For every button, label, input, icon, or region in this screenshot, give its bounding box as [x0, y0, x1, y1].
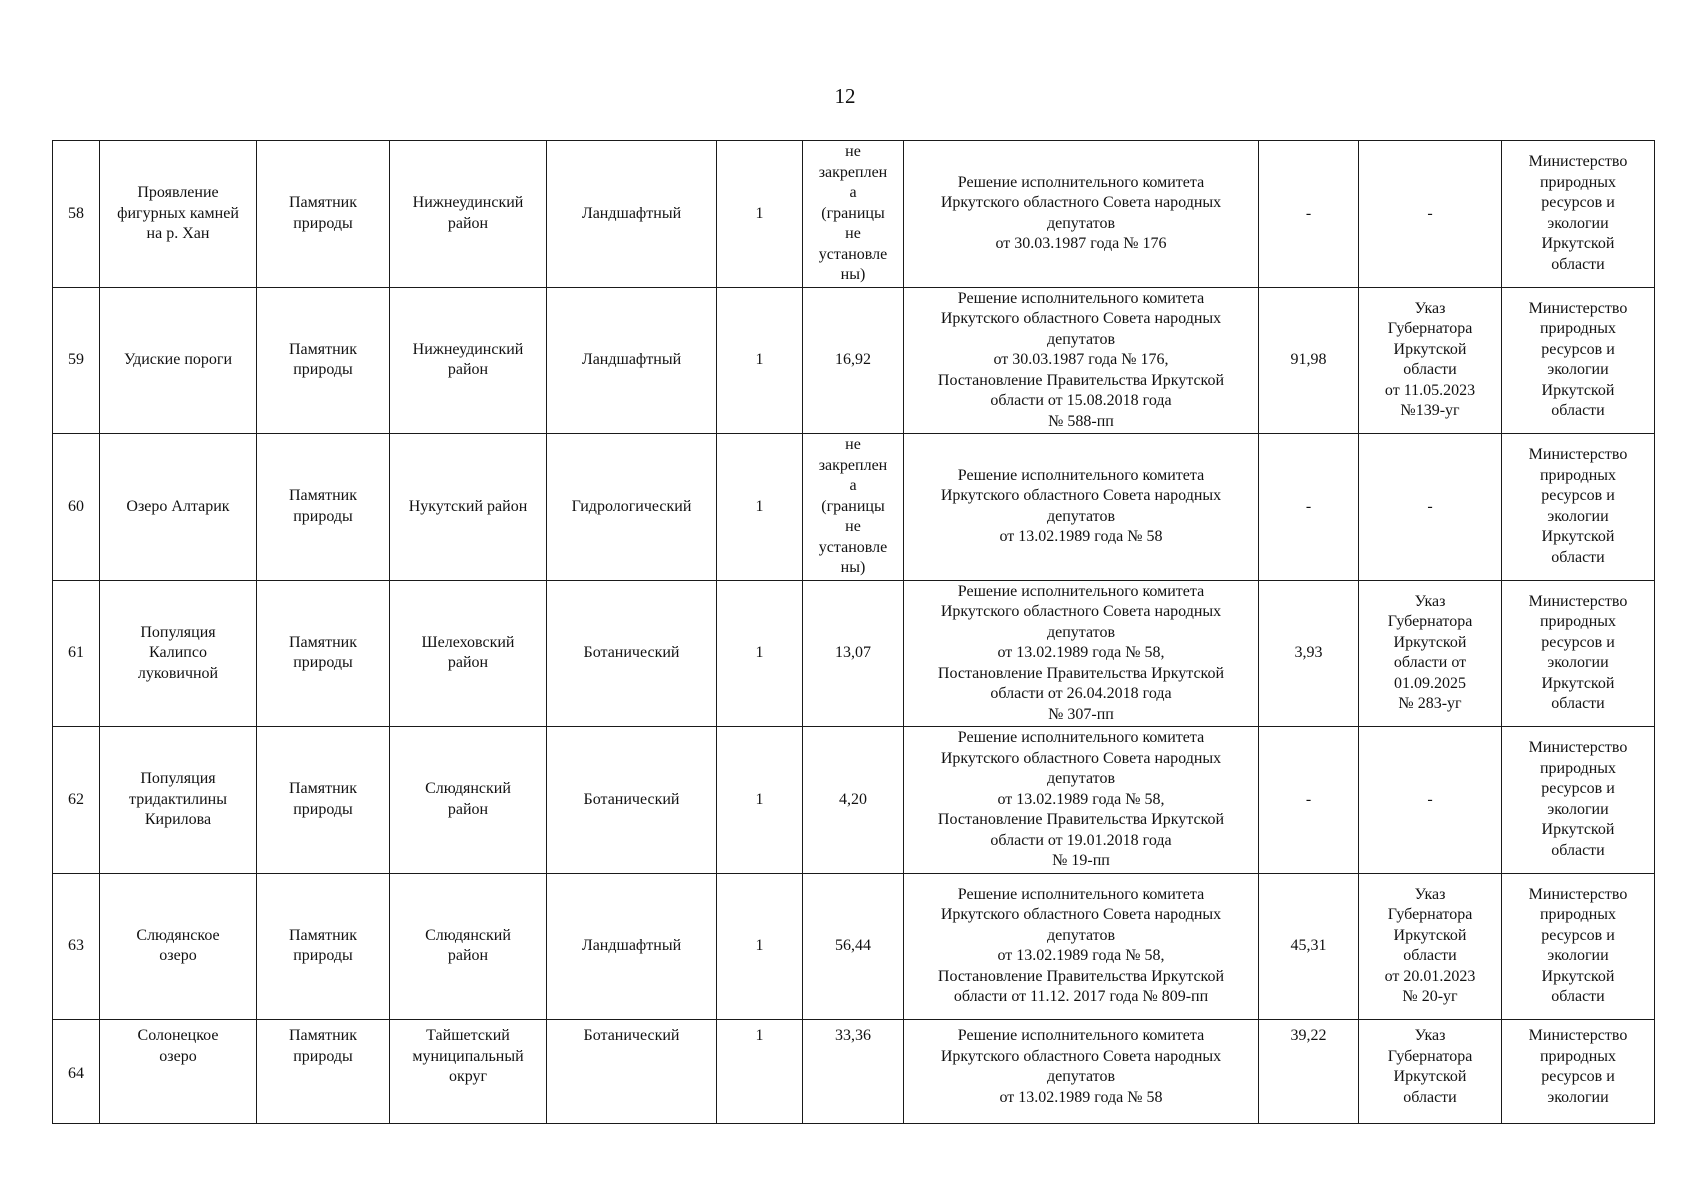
profile-cell: Ландшафтный [547, 141, 717, 288]
name-cell: Популяция Калипсо луковичной [100, 580, 257, 727]
protection-zone-act-cell: - [1359, 727, 1502, 874]
profile-cell: Ландшафтный [547, 873, 717, 1020]
manager-cell: Министерство природных ресурсов и экологии Иркутской области [1502, 434, 1655, 581]
category-cell: Памятник природы [257, 1020, 390, 1124]
protection-zone-act-cell: - [1359, 434, 1502, 581]
area-cell: не закреплен а (границы не установле ны) [803, 141, 904, 288]
name-cell: Проявление фигурных камней на р. Хан [100, 141, 257, 288]
area-cell: 16,92 [803, 287, 904, 434]
row-number-cell: 61 [53, 580, 100, 727]
table-row [53, 287, 1655, 434]
protection-zone-area-cell: - [1259, 434, 1359, 581]
cluster-count-cell: 1 [717, 1020, 803, 1124]
protection-zone-area-cell: - [1259, 141, 1359, 288]
location-cell: Слюдянский район [390, 873, 547, 1020]
cluster-count-cell: 1 [717, 580, 803, 727]
manager-cell: Министерство природных ресурсов и экологии Иркутской области [1502, 141, 1655, 288]
protection-zone-area-cell: 45,31 [1259, 873, 1359, 1020]
location-cell: Слюдянский район [390, 727, 547, 874]
table-body [53, 141, 1655, 1124]
protection-zone-act-cell: Указ Губернатора Иркутской области [1359, 1020, 1502, 1124]
profile-cell: Ландшафтный [547, 287, 717, 434]
category-cell: Памятник природы [257, 287, 390, 434]
protection-zone-area-cell: - [1259, 727, 1359, 874]
row-number-cell: 63 [53, 873, 100, 1020]
row-number-cell: 62 [53, 727, 100, 874]
cluster-count-cell: 1 [717, 141, 803, 288]
cluster-count-cell: 1 [717, 727, 803, 874]
category-cell: Памятник природы [257, 434, 390, 581]
category-cell: Памятник природы [257, 727, 390, 874]
location-cell: Нукутский район [390, 434, 547, 581]
profile-cell: Ботанический [547, 580, 717, 727]
location-cell: Тайшетский муниципальный округ [390, 1020, 547, 1124]
establishing-act-cell: Решение исполнительного комитета Иркутского областного Совета народных депутатов от 30.03.1987 года № 176, Постановление Правительства Иркутской области от 15.08.2018 года № 588-пп [904, 287, 1259, 434]
protection-zone-act-cell: Указ Губернатора Иркутской области от 20.01.2023 № 20-уг [1359, 873, 1502, 1020]
establishing-act-cell: Решение исполнительного комитета Иркутского областного Совета народных депутатов от 13.02.1989 года № 58 [904, 1020, 1259, 1124]
manager-cell: Министерство природных ресурсов и экологии Иркутской области [1502, 873, 1655, 1020]
row-number-cell: 64 [53, 1020, 100, 1124]
location-cell: Нижнеудинский район [390, 141, 547, 288]
protection-zone-act-cell: - [1359, 141, 1502, 288]
name-cell: Озеро Алтарик [100, 434, 257, 581]
table-row [53, 1020, 1655, 1124]
table-row [53, 141, 1655, 288]
protection-zone-area-cell: 91,98 [1259, 287, 1359, 434]
location-cell: Шелеховский район [390, 580, 547, 727]
establishing-act-cell: Решение исполнительного комитета Иркутского областного Совета народных депутатов от 13.02.1989 года № 58, Постановление Правительства Иркутской области от 11.12. 2017 года № 809-пп [904, 873, 1259, 1020]
protection-zone-act-cell: Указ Губернатора Иркутской области от 01.09.2025 № 283-уг [1359, 580, 1502, 727]
name-cell: Удиские пороги [100, 287, 257, 434]
manager-cell: Министерство природных ресурсов и экологии Иркутской области [1502, 287, 1655, 434]
protection-zone-act-cell: Указ Губернатора Иркутской области от 11.05.2023 №139-уг [1359, 287, 1502, 434]
manager-cell: Министерство природных ресурсов и экологии Иркутской области [1502, 727, 1655, 874]
area-cell: 13,07 [803, 580, 904, 727]
area-cell: 33,36 [803, 1020, 904, 1124]
category-cell: Памятник природы [257, 580, 390, 727]
table-row [53, 580, 1655, 727]
protection-zone-area-cell: 39,22 [1259, 1020, 1359, 1124]
profile-cell: Ботанический [547, 1020, 717, 1124]
profile-cell: Ботанический [547, 727, 717, 874]
row-number-cell: 60 [53, 434, 100, 581]
establishing-act-cell: Решение исполнительного комитета Иркутского областного Совета народных депутатов от 13.02.1989 года № 58 [904, 434, 1259, 581]
name-cell: Слюдянское озеро [100, 873, 257, 1020]
row-number-cell: 59 [53, 287, 100, 434]
establishing-act-cell: Решение исполнительного комитета Иркутского областного Совета народных депутатов от 30.03.1987 года № 176 [904, 141, 1259, 288]
manager-cell: Министерство природных ресурсов и экологии Иркутской области [1502, 580, 1655, 727]
establishing-act-cell: Решение исполнительного комитета Иркутского областного Совета народных депутатов от 13.02.1989 года № 58, Постановление Правительства Иркутской области от 26.04.2018 года № 307-пп [904, 580, 1259, 727]
name-cell: Популяция тридактилины Кирилова [100, 727, 257, 874]
category-cell: Памятник природы [257, 141, 390, 288]
row-number-cell: 58 [53, 141, 100, 288]
page-number: 12 [834, 84, 856, 108]
area-cell: 56,44 [803, 873, 904, 1020]
table-row [53, 873, 1655, 1020]
table-row [53, 434, 1655, 581]
table-row [53, 727, 1655, 874]
name-cell: Солонецкое озеро [100, 1020, 257, 1124]
cluster-count-cell: 1 [717, 434, 803, 581]
manager-cell: Министерство природных ресурсов и экологии [1502, 1020, 1655, 1124]
category-cell: Памятник природы [257, 873, 390, 1020]
cluster-count-cell: 1 [717, 287, 803, 434]
location-cell: Нижнеудинский район [390, 287, 547, 434]
establishing-act-cell: Решение исполнительного комитета Иркутского областного Совета народных депутатов от 13.02.1989 года № 58, Постановление Правительства Иркутской области от 19.01.2018 года № 19-пп [904, 727, 1259, 874]
cluster-count-cell: 1 [717, 873, 803, 1020]
protection-zone-area-cell: 3,93 [1259, 580, 1359, 727]
area-cell: не закреплен а (границы не установле ны) [803, 434, 904, 581]
area-cell: 4,20 [803, 727, 904, 874]
profile-cell: Гидрологический [547, 434, 717, 581]
protected-areas-table [52, 140, 1655, 1124]
